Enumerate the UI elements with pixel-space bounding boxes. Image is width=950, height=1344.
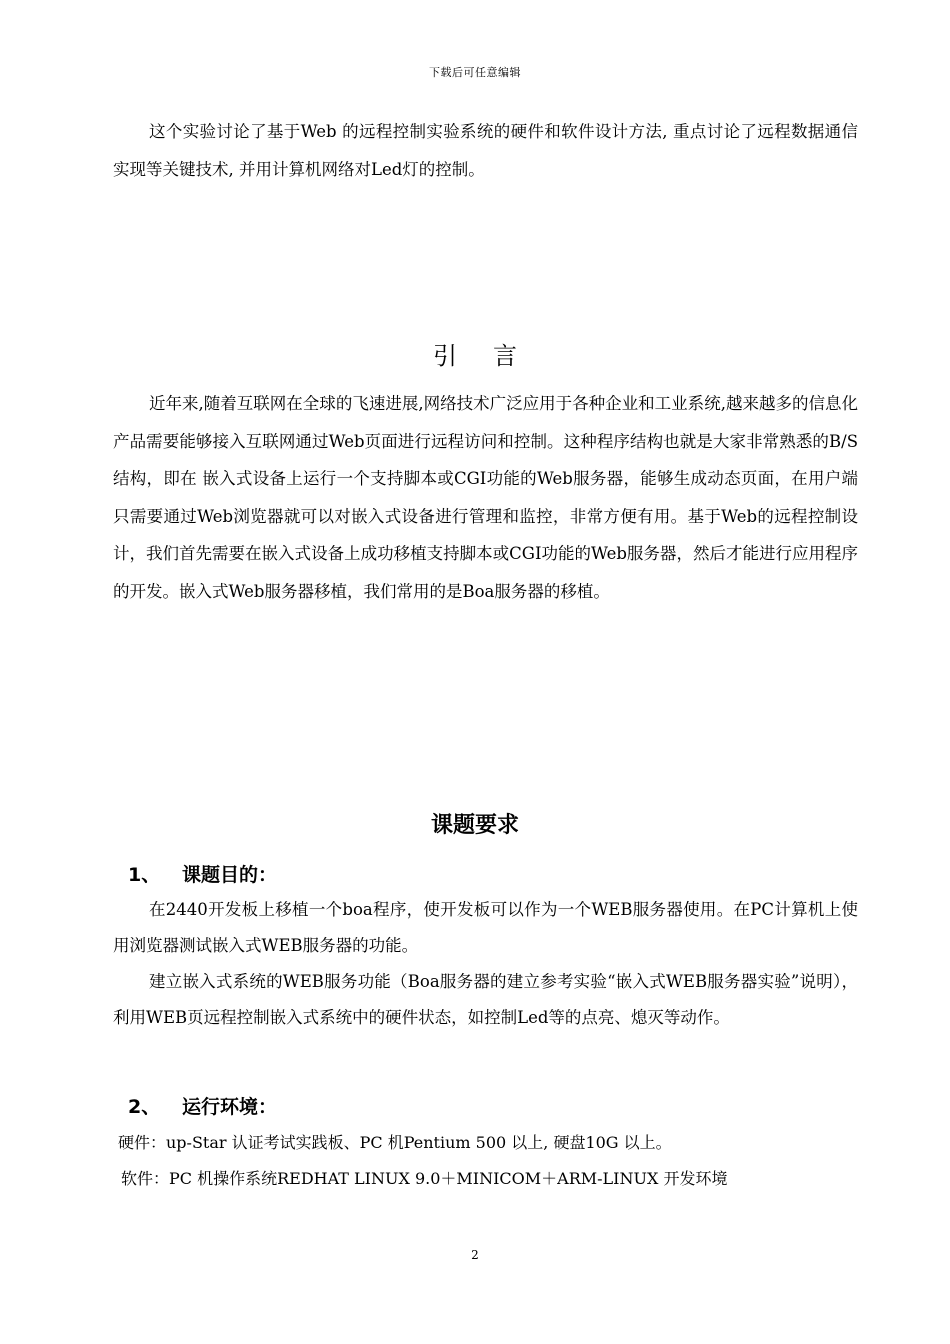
intro-heading: 引言	[433, 342, 553, 370]
section1-title: 课题目的：	[182, 864, 278, 886]
page-header: 下载后可任意编辑	[429, 66, 521, 79]
section2-title: 运行环境：	[182, 1096, 278, 1118]
abstract-paragraph: 这个实验讨论了基于Web 的远程控制实验系统的硬件和软件设计方法, 重点讨论了远程数据通信实现等关键技术, 并用计算机网络对Led灯的控制。	[113, 122, 858, 179]
section1-heading	[128, 860, 277, 887]
requirements-heading: 课题要求	[430, 813, 519, 838]
section2-heading	[128, 1092, 277, 1119]
page-number: 2	[471, 1248, 479, 1262]
section1-number: 1、	[128, 864, 161, 886]
intro-paragraph: 近年来,随着互联网在全球的飞速进展,网络技术广泛应用于各种企业和工业系统,越来越多的信息化产品需要能够接入互联网通过Web页面进行远程访问和控制。这种程序结构也就是大家非常熟悉的B/S结构，即在 嵌入式设备上运行一个支持脚本或CGI功能的Web服务器，能够生成动态页面，在用户端只需要通过Web浏览器就可以对嵌入式设备进行管理和监控，非常方便有用。基于Web的远程控制设计，我们首先需要在嵌入式设备上成功移植支持脚本或CGI功能的Web服务器，然后才能进行应用程序的开发。嵌入式Web服务器移植，我们常用的是Boa服务器的移植。	[113, 394, 858, 601]
software-line: 软件：PC 机操作系统REDHAT LINUX 9.0＋MINICOM＋ARM-LINUX 开发环境	[121, 1169, 728, 1188]
section1-paragraph-2: 建立嵌入式系统的WEB服务功能（Boa服务器的建立参考实验“嵌入式WEB服务器实验”说明），利用WEB页远程控制嵌入式系统中的硬件状态，如控制Led等的点亮、熄灭等动作。	[113, 972, 858, 1027]
section1-paragraph-1: 在2440开发板上移植一个boa程序，使开发板可以作为一个WEB服务器使用。在PC计算机上使用浏览器测试嵌入式WEB服务器的功能。	[113, 900, 858, 955]
hardware-line: 硬件：up-Star 认证考试实践板、PC 机Pentium 500 以上, 硬盘10G 以上。	[118, 1133, 672, 1152]
section2-number: 2、	[128, 1096, 161, 1118]
